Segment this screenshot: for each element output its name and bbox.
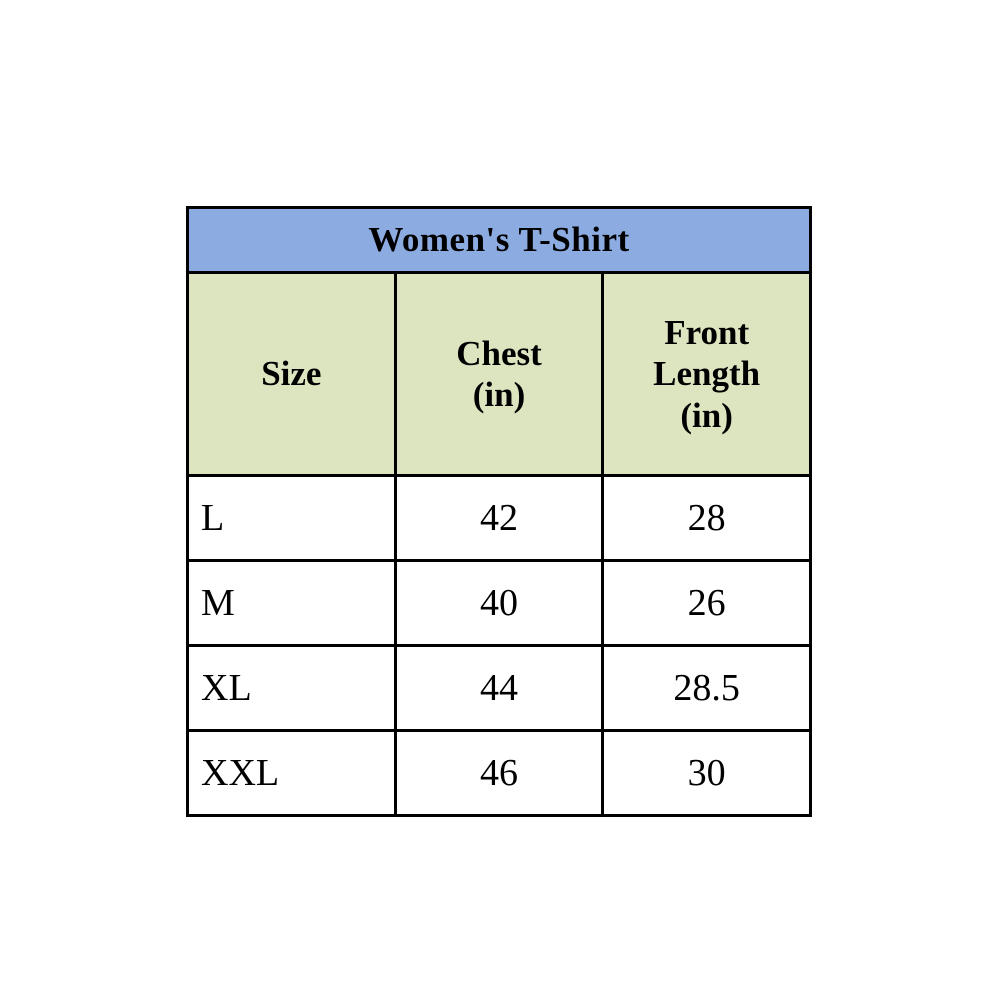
cell-front-length: 28.5 bbox=[603, 646, 811, 731]
chart-title: Women's T-Shirt bbox=[188, 208, 811, 273]
column-header-size-line1: Size bbox=[261, 354, 322, 394]
cell-chest: 42 bbox=[395, 476, 603, 561]
column-header-front-length-line1: Front bbox=[664, 313, 750, 353]
table-row bbox=[188, 561, 811, 646]
cell-chest: 44 bbox=[395, 646, 603, 731]
size-chart-container bbox=[186, 206, 812, 817]
table-row bbox=[188, 646, 811, 731]
size-chart-table bbox=[186, 206, 812, 817]
cell-chest: 46 bbox=[395, 731, 603, 816]
cell-front-length: 28 bbox=[603, 476, 811, 561]
cell-size: XL bbox=[188, 646, 396, 731]
table-row bbox=[188, 731, 811, 816]
table-row bbox=[188, 476, 811, 561]
column-header-front-length-line2: Length bbox=[653, 354, 761, 394]
column-header-size bbox=[188, 273, 396, 476]
column-header-front-length-line3: (in) bbox=[680, 395, 733, 435]
cell-size: XXL bbox=[188, 731, 396, 816]
cell-front-length: 30 bbox=[603, 731, 811, 816]
column-header-chest bbox=[395, 273, 603, 476]
cell-size: L bbox=[188, 476, 396, 561]
table-title-row bbox=[188, 208, 811, 273]
cell-chest: 40 bbox=[395, 561, 603, 646]
column-header-front-length bbox=[603, 273, 811, 476]
cell-size: M bbox=[188, 561, 396, 646]
table-header-row bbox=[188, 273, 811, 476]
column-header-chest-line2: (in) bbox=[472, 375, 526, 414]
cell-front-length: 26 bbox=[603, 561, 811, 646]
column-header-chest-line1: Chest bbox=[456, 333, 542, 373]
